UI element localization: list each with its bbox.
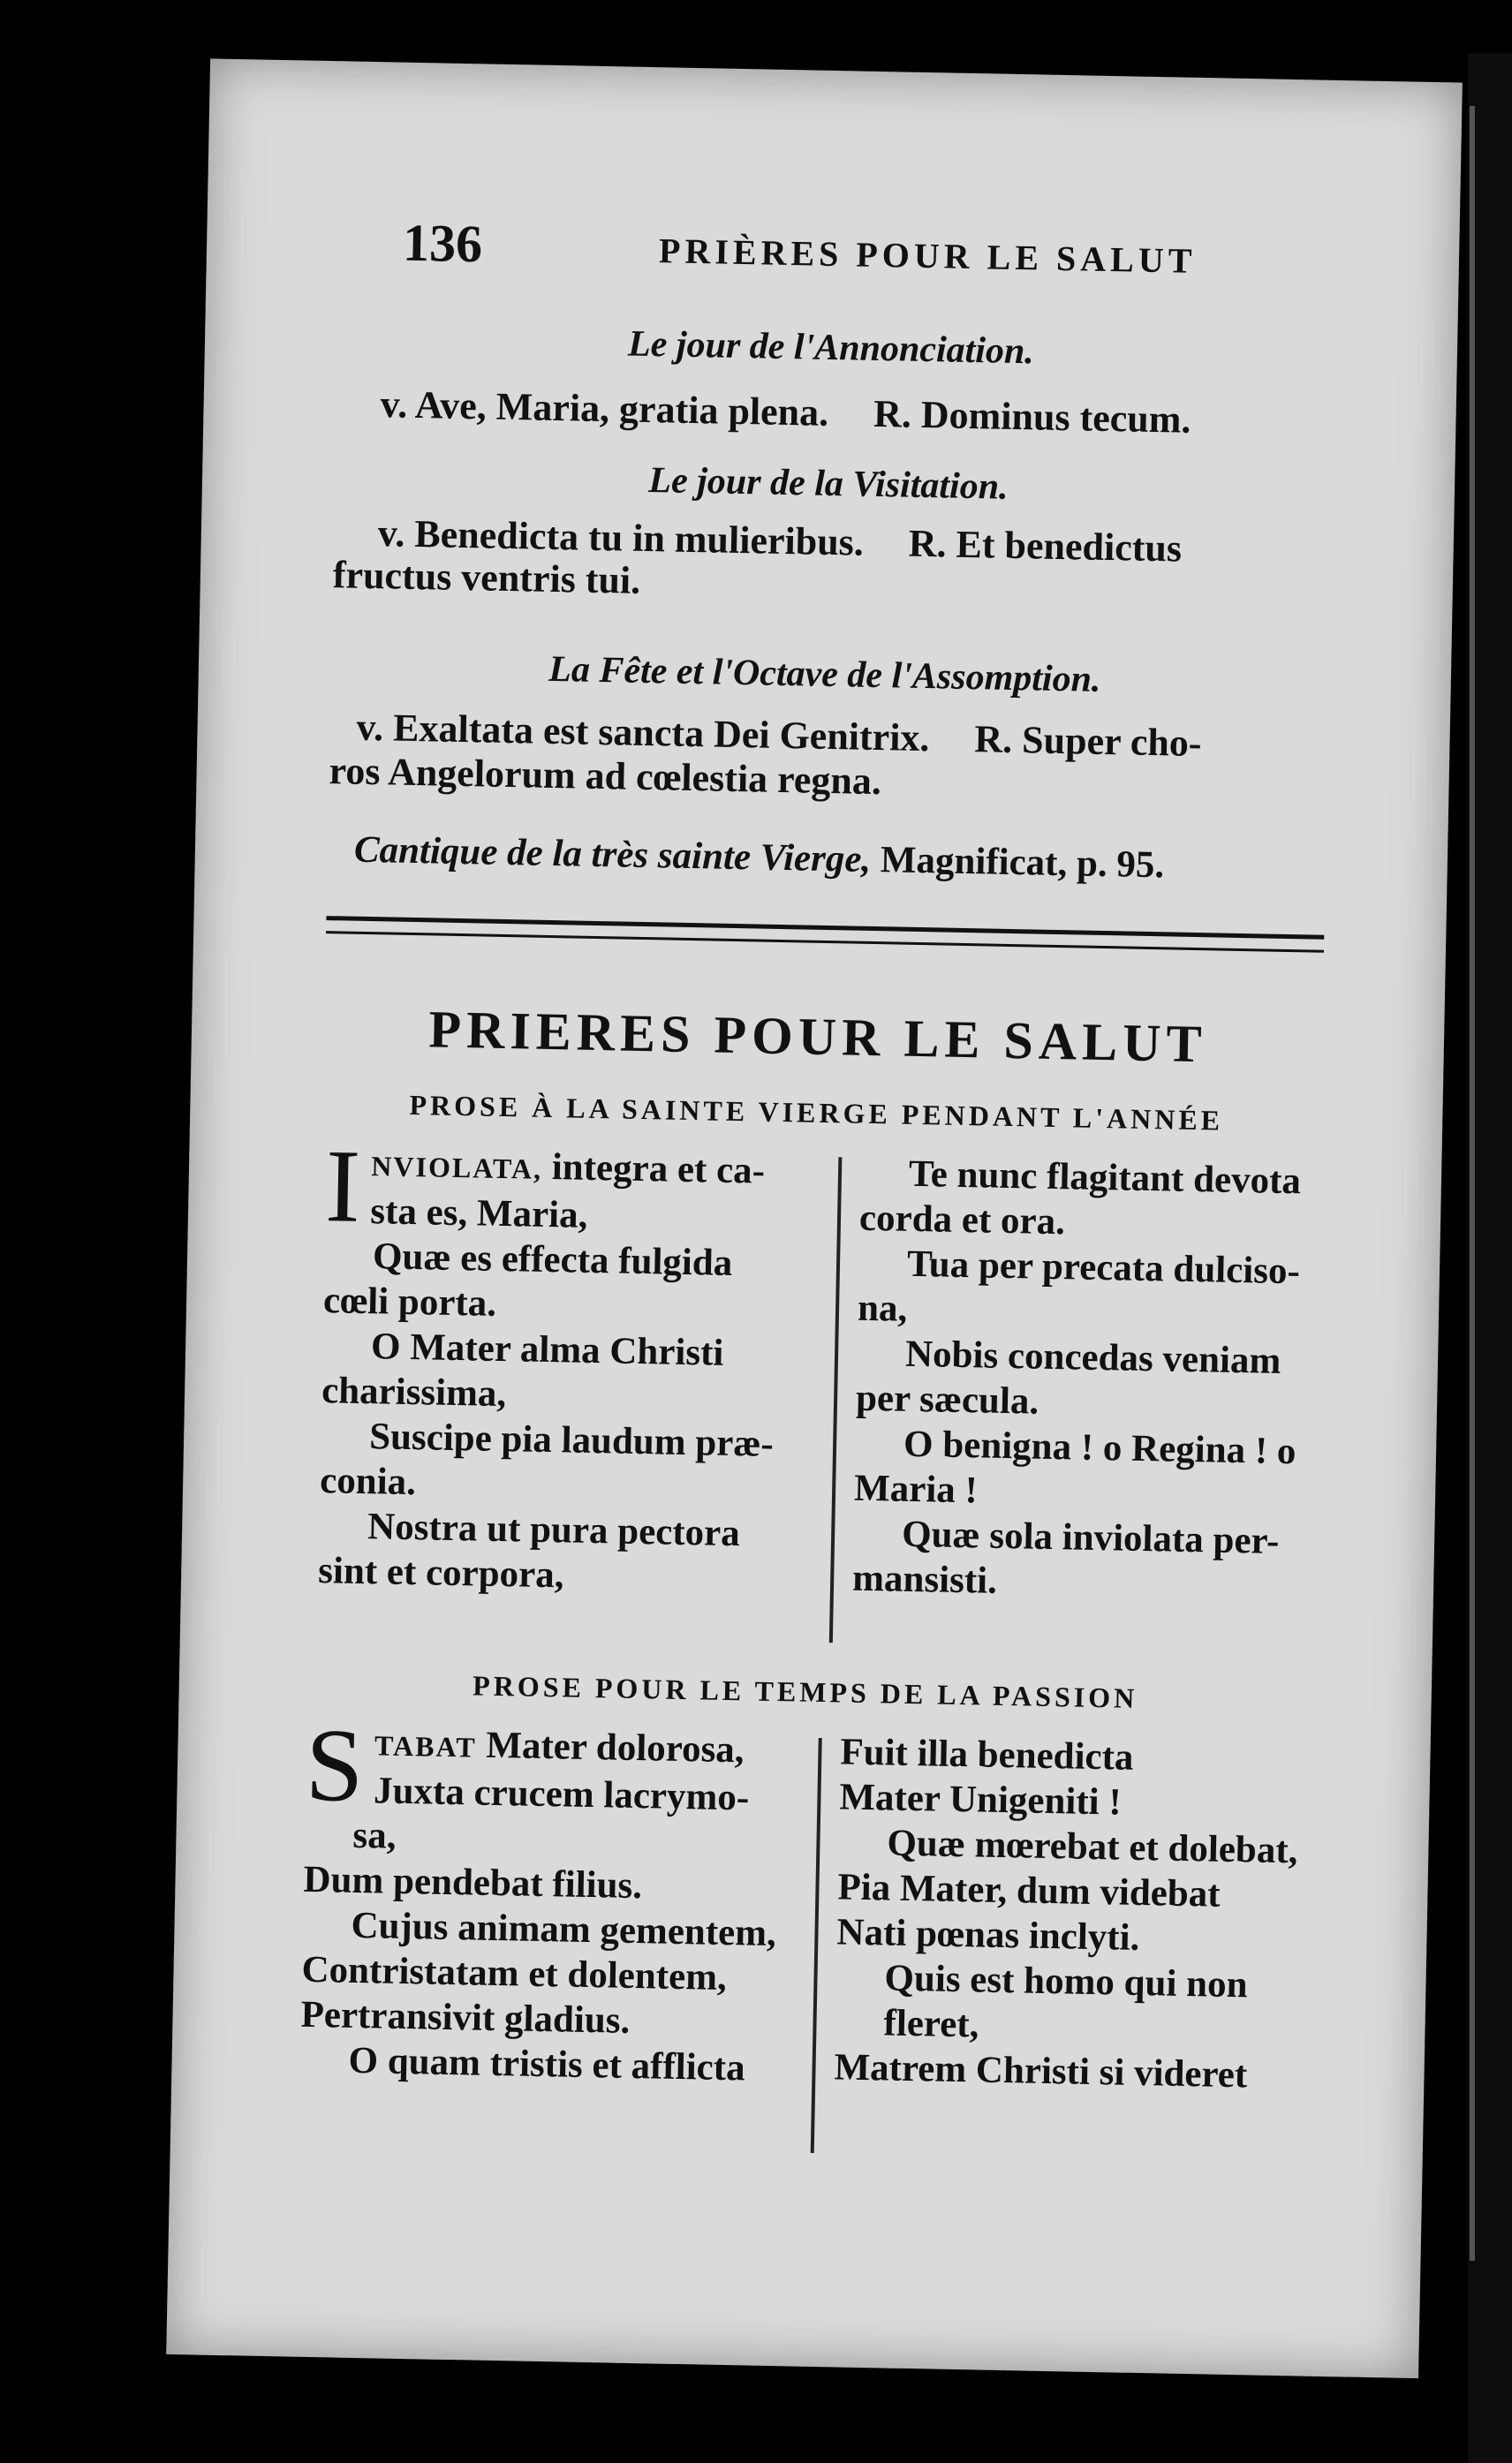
response-text: Et benedictus (956, 522, 1183, 570)
verse-line: Mater dolorosa, (485, 1724, 745, 1772)
column-divider (811, 1738, 822, 2153)
verse-line: O benigna ! o Regina ! o (903, 1423, 1297, 1473)
verse-line: Te nunc flagitant devota (908, 1152, 1302, 1203)
verse-line: O Mater alma Christi (370, 1326, 724, 1374)
versicle-continuation: ros Angelorum ad cœlestia regna. (329, 749, 882, 804)
dropcap: I (324, 1128, 362, 1244)
response-mark: R. (908, 521, 948, 566)
versicle-line (380, 382, 1191, 442)
verse-line: NVIOLATA, (371, 1150, 543, 1185)
versicle-mark: v. (380, 382, 408, 427)
section-heading-visitation: Le jour de la Visitation. (647, 460, 1009, 508)
verse-line: sta es, Maria, (369, 1190, 588, 1236)
verse-line: Quæ sola inviolata per- (901, 1513, 1280, 1562)
verse-line: Quis est homo qui non (884, 1957, 1248, 2006)
verse-line: charissima, (321, 1370, 507, 1416)
prose1-right-column (852, 1151, 1356, 1611)
versicle-text: Exaltata est sancta Dei Genitrix. (392, 706, 930, 760)
response-mark: R. (873, 391, 912, 436)
verse-line: Dum pendebat filius. (303, 1858, 643, 1908)
page-number: 136 (402, 213, 483, 274)
section-heading-annonciation: Le jour de l'Annonciation. (627, 323, 1035, 373)
verse-line: na, (857, 1287, 908, 1330)
section-heading-assomption: La Fête et l'Octave de l'Assomption. (548, 648, 1101, 700)
verse-line: fleret, (883, 2002, 979, 2046)
verse-line: Cujus animam gementem, (351, 1904, 777, 1955)
response-mark: R. (973, 717, 1013, 761)
running-title: PRIÈRES POUR LE SALUT (658, 230, 1197, 281)
page-header (402, 213, 1427, 294)
verse-line: Nati pœnas inclyti. (836, 1911, 1140, 1959)
verse-line: per sæcula. (855, 1377, 1040, 1423)
verse-line: Suscipe pia laudum præ- (368, 1416, 775, 1465)
page-fold-shadow (1470, 106, 1475, 2261)
verse-line: O quam tristis et afflicta (348, 2039, 746, 2089)
verse-line: Quæ es effecta fulgida (372, 1235, 733, 1284)
verse-line: sint et corpora, (317, 1550, 564, 1597)
versicle-mark: v. (377, 511, 405, 555)
verse-line: Pertransivit gladius. (300, 1993, 631, 2042)
verse-line: conia. (319, 1460, 417, 1504)
verse-line: Matrem Christi si videret (834, 2046, 1248, 2097)
cantique-italic: Cantique de la très sainte Vierge, (353, 828, 872, 880)
versicle-text: Ave, Maria, gratia plena. (414, 382, 829, 434)
book-page (166, 58, 1463, 2378)
verse-line: Maria ! (853, 1467, 979, 1512)
verse-line: mansisti. (851, 1557, 998, 1602)
dropcap: S (304, 1706, 365, 1825)
verse-line: Mater Unigeniti ! (839, 1776, 1123, 1824)
verse-line: Quæ mœrebat et dolebat, (887, 1822, 1298, 1872)
prose2-heading: PROSE POUR LE TEMPS DE LA PASSION (472, 1669, 1138, 1714)
prose2-right-column (834, 1729, 1344, 2099)
verse-line: Tua per precata dulciso- (906, 1243, 1301, 1293)
versicle-mark: v. (356, 705, 384, 750)
verse-line: corda et ora. (858, 1197, 1066, 1243)
verse-line: Nobis concedas veniam (904, 1333, 1281, 1382)
verse-line: cœli porta. (322, 1280, 497, 1325)
verse-line: Juxta crucem lacrymo- (373, 1770, 750, 1819)
cantique-line (353, 828, 1164, 888)
verse-line: TABAT (374, 1729, 477, 1764)
verse-line: Nostra ut pura pectora (367, 1506, 741, 1555)
versicle-text: Benedicta tu in mulieribus. (413, 511, 865, 564)
verse-line: Fuit illa benedicta (839, 1731, 1134, 1779)
main-title: PRIERES POUR LE SALUT (427, 1000, 1208, 1074)
prose1-heading: PROSE À LA SAINTE VIERGE PENDANT L'ANNÉE (409, 1088, 1224, 1137)
verse-line: Pia Mater, dum videbat (837, 1866, 1221, 1915)
cantique-reference: Magnificat, p. 95. (880, 839, 1165, 887)
prose1-left-column (317, 1128, 821, 1603)
column-divider (829, 1157, 843, 1643)
prose2-left-column (299, 1706, 801, 2092)
response-text: Dominus tecum. (920, 392, 1191, 442)
versicle-continuation: fructus ventris tui. (332, 553, 641, 602)
verse-line: integra et ca- (551, 1146, 766, 1192)
response-text: Super cho- (1021, 718, 1202, 766)
verse-line: sa, (352, 1814, 397, 1857)
verse-line: Contristatam et dolentem, (301, 1948, 728, 1999)
